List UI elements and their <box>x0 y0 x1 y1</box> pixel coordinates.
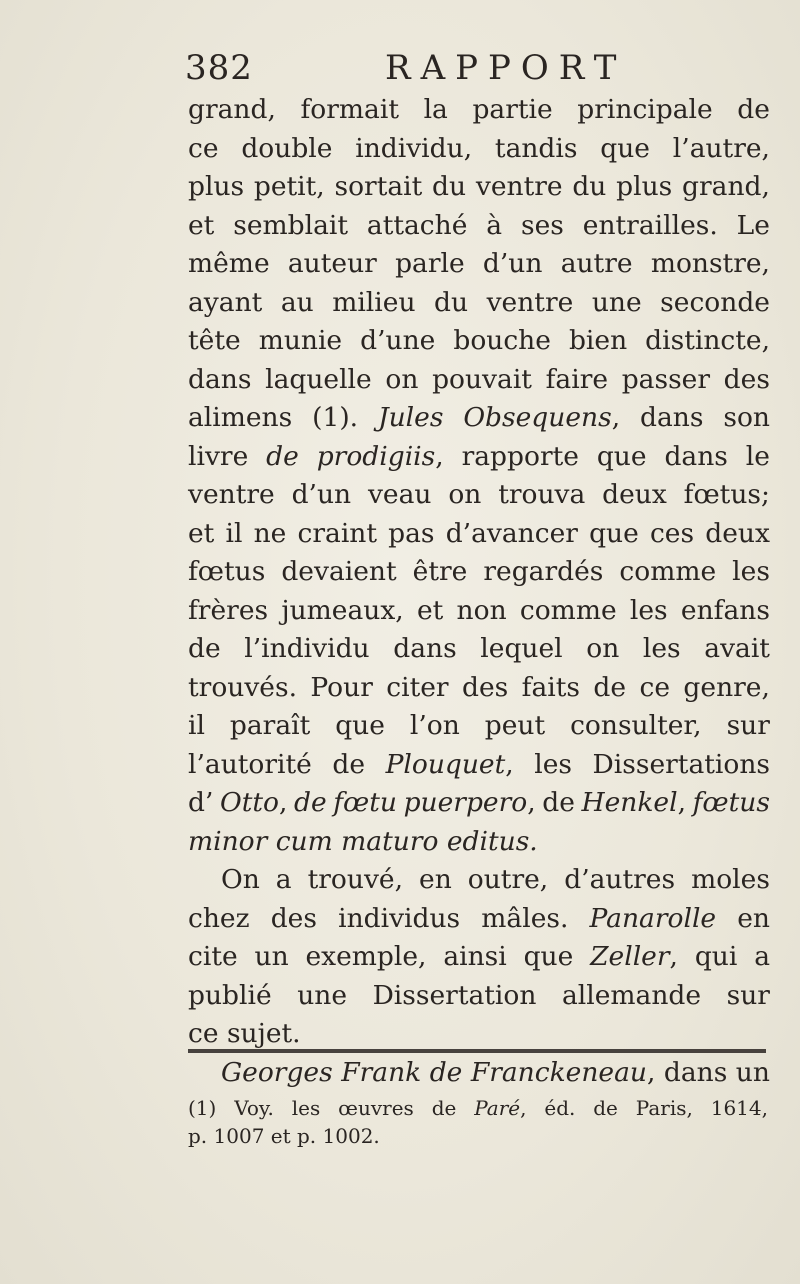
word: deux <box>602 479 667 510</box>
word: de <box>593 1096 618 1120</box>
word: les <box>732 556 770 587</box>
word: il <box>225 517 243 549</box>
word: d’un <box>482 248 543 279</box>
word: Jules <box>377 402 444 433</box>
word: d’autres <box>564 864 676 895</box>
word: tandis <box>494 132 578 164</box>
word: des <box>462 671 509 703</box>
word: petit, <box>253 171 325 202</box>
word: On <box>221 864 260 895</box>
word: la <box>423 94 448 125</box>
word: Zeller <box>590 941 670 972</box>
word: Pour <box>310 671 373 703</box>
word: ventre <box>486 286 574 318</box>
word: Panarolle <box>589 902 717 934</box>
word: ce <box>188 132 219 164</box>
word: une <box>591 286 642 318</box>
word: craint <box>297 517 378 549</box>
word: Plouquet <box>385 748 506 780</box>
word: l’autorité <box>188 748 312 780</box>
word: devaient <box>281 556 397 587</box>
word: sur <box>726 710 770 741</box>
word: de <box>429 1056 463 1088</box>
word: qui <box>694 941 738 972</box>
word: les <box>629 594 668 626</box>
word: fœtus <box>692 787 770 818</box>
word: œuvres <box>338 1096 414 1120</box>
word: au <box>280 286 314 318</box>
word: citer <box>386 671 449 703</box>
word: chez <box>188 902 250 934</box>
word: Henkel <box>581 787 678 818</box>
word-group <box>474 1094 526 1122</box>
word: fœtus <box>188 556 266 587</box>
word: on <box>448 479 482 510</box>
word: de <box>188 633 221 664</box>
word: plus <box>616 171 673 202</box>
word: que <box>523 941 574 972</box>
word: outre, <box>467 864 549 895</box>
word: ainsi <box>443 941 507 972</box>
text-line <box>188 399 770 438</box>
word: de <box>593 671 627 703</box>
word: de <box>332 748 366 780</box>
word: Voy. <box>234 1096 274 1120</box>
word: rapporte <box>461 440 579 472</box>
text-line <box>188 977 770 1016</box>
word: faits <box>521 671 581 703</box>
word: moles <box>691 864 770 895</box>
word: , <box>520 1096 527 1120</box>
word: semblait <box>233 209 349 241</box>
text-line <box>188 438 770 477</box>
word: Otto <box>219 787 279 818</box>
word-group <box>590 938 678 977</box>
text-line <box>188 515 770 554</box>
word: (1) <box>188 1096 217 1120</box>
word: comme <box>519 594 617 626</box>
word: paraît <box>229 710 311 741</box>
word: jumeaux, <box>281 594 404 626</box>
word: , <box>611 402 621 433</box>
word: les <box>291 1096 321 1120</box>
word: avait <box>704 633 770 664</box>
word: Le <box>736 209 770 241</box>
word: ventre <box>475 171 563 202</box>
word: non <box>456 594 507 626</box>
word: seconde <box>660 286 770 318</box>
footnote <box>188 1094 768 1150</box>
word: le <box>745 440 770 472</box>
text-line <box>188 245 770 284</box>
word-group <box>317 438 444 477</box>
word: du <box>572 171 607 202</box>
word: fœtus; <box>683 479 770 510</box>
word: Dissertations <box>592 748 770 780</box>
word: allemande <box>561 979 702 1011</box>
word: peut <box>484 710 546 741</box>
word: , <box>505 748 514 780</box>
word: munie <box>258 325 343 356</box>
word: tête <box>188 325 241 356</box>
word: a <box>275 864 292 895</box>
text-line <box>188 746 770 785</box>
word: dans <box>664 440 728 472</box>
word: puerpero <box>403 787 528 818</box>
word: , <box>278 787 288 818</box>
word: , <box>527 787 536 818</box>
word: partie <box>472 94 553 125</box>
word: d’une <box>360 325 436 356</box>
text-line <box>188 1015 770 1054</box>
word: ayant <box>188 286 263 318</box>
word: de <box>542 787 575 818</box>
word: une <box>297 979 348 1011</box>
page-number: 382 <box>185 48 253 88</box>
word: il <box>188 710 205 741</box>
word: des <box>723 363 770 395</box>
word: attaché <box>366 209 468 241</box>
word: trouvé, <box>307 864 404 895</box>
word: livre <box>188 440 249 472</box>
word: entrailles. <box>582 209 718 241</box>
word: , <box>646 1056 656 1088</box>
word: exemple, <box>305 941 427 972</box>
word: (1). <box>312 402 359 433</box>
word: bouche <box>453 325 551 356</box>
text-line <box>188 784 770 823</box>
word-group <box>582 784 687 823</box>
word: un <box>735 1056 770 1088</box>
text-line <box>188 476 770 515</box>
word: ventre <box>188 479 275 510</box>
text-line <box>188 630 770 669</box>
word: regardés <box>483 556 604 587</box>
word: veau <box>367 479 432 510</box>
word: individu, <box>355 132 473 164</box>
word: dans <box>188 363 252 395</box>
word: même <box>188 248 270 279</box>
word: dans <box>393 633 457 664</box>
word: Paris, <box>635 1096 693 1120</box>
word: et <box>188 209 215 241</box>
word: laquelle <box>265 363 372 395</box>
word: publié <box>188 979 272 1011</box>
word: parle <box>395 248 465 279</box>
word: passer <box>621 363 711 395</box>
word: l’autre, <box>672 132 770 164</box>
word: que <box>600 132 650 164</box>
word: l’on <box>409 710 460 741</box>
word: de <box>294 787 327 818</box>
word: milieu <box>332 286 416 318</box>
word: sortait <box>334 171 423 202</box>
word: grand, <box>682 171 770 202</box>
word: et <box>416 594 444 626</box>
text-line <box>188 1054 770 1093</box>
word: , <box>677 787 687 818</box>
word: lequel <box>480 633 563 664</box>
word: distincte, <box>645 325 770 356</box>
word: individus <box>338 902 461 934</box>
word: sur <box>726 979 770 1011</box>
word: plus <box>188 171 245 202</box>
word: d’avancer <box>445 517 578 549</box>
text-line <box>188 938 770 977</box>
text-segment: ce sujet. <box>188 1018 301 1049</box>
word: de <box>431 1096 457 1120</box>
word: Obsequens <box>463 402 612 433</box>
word-group <box>463 399 620 438</box>
word: d’ <box>188 787 214 818</box>
word: dans <box>663 1056 728 1088</box>
word: en <box>737 902 770 934</box>
word: un <box>254 941 289 972</box>
word: alimens <box>188 402 293 433</box>
word: Franckeneau <box>470 1056 647 1088</box>
word: pas <box>388 517 435 549</box>
word: que <box>335 710 385 741</box>
word: que <box>596 440 647 472</box>
word: Georges <box>221 1056 333 1088</box>
word: bien <box>568 325 628 356</box>
text-segment: p. 1007 et p. 1002. <box>188 1124 380 1148</box>
text-line <box>188 592 770 631</box>
italic-segment: minor cum maturo editus. <box>188 825 538 857</box>
word: formait <box>300 94 399 125</box>
body-text <box>188 91 770 1092</box>
word: ne <box>253 517 287 549</box>
word: que <box>589 517 639 549</box>
word: , <box>435 440 444 472</box>
word: trouvés. <box>188 671 298 703</box>
footnote-line <box>188 1122 768 1150</box>
word: cite <box>188 941 238 972</box>
text-line <box>188 130 770 169</box>
word: mâles. <box>481 902 569 934</box>
word: ce <box>639 671 671 703</box>
word: du <box>434 286 469 318</box>
word: du <box>432 171 467 202</box>
word: principale <box>577 94 713 125</box>
word: les <box>534 748 572 780</box>
word: a <box>754 941 770 972</box>
word: deux <box>705 517 770 549</box>
text-line <box>188 900 770 939</box>
text-line <box>188 168 770 207</box>
text-line <box>188 823 770 862</box>
word: des <box>270 902 317 934</box>
text-line <box>188 553 770 592</box>
text-line <box>188 669 770 708</box>
text-line <box>188 361 770 400</box>
word: ces <box>649 517 695 549</box>
word: les <box>642 633 681 664</box>
text-line <box>188 91 770 130</box>
word: faire <box>545 363 609 395</box>
word: auteur <box>287 248 377 279</box>
word: fœtu <box>333 787 397 818</box>
word: pouvait <box>432 363 532 395</box>
footnote-separator-rule <box>188 1049 766 1053</box>
page-header <box>185 46 770 96</box>
word: enfans <box>680 594 770 626</box>
text-line <box>188 284 770 323</box>
word: à <box>486 209 503 241</box>
word: double <box>241 132 333 164</box>
word: consulter, <box>570 710 702 741</box>
word: on <box>586 633 620 664</box>
word: l’individu <box>244 633 370 664</box>
word: grand, <box>188 94 276 125</box>
word: d’un <box>291 479 352 510</box>
word: de <box>266 440 299 472</box>
word: être <box>412 556 468 587</box>
word: monstre, <box>650 248 770 279</box>
word: autre <box>560 248 633 279</box>
word: en <box>419 864 452 895</box>
text-line <box>188 861 770 900</box>
word: et <box>188 517 215 549</box>
word: Frank <box>341 1056 422 1088</box>
word: comme <box>619 556 717 587</box>
word: son <box>723 402 770 433</box>
word: ses <box>521 209 564 241</box>
word: dans <box>640 402 704 433</box>
word-group <box>386 746 514 785</box>
word: on <box>385 363 419 395</box>
text-line <box>188 322 770 361</box>
running-title: RAPPORT <box>385 48 627 88</box>
word: prodigiis <box>316 440 436 472</box>
word: , <box>669 941 678 972</box>
text-line <box>188 207 770 246</box>
word: Paré <box>474 1096 521 1120</box>
word: 1614, <box>710 1096 768 1120</box>
word: Dissertation <box>372 979 537 1011</box>
text-line <box>188 707 770 746</box>
word: frères <box>188 594 269 626</box>
word: genre, <box>683 671 770 703</box>
word: éd. <box>544 1096 576 1120</box>
word-group <box>471 1054 656 1093</box>
word-group <box>404 784 536 823</box>
word: trouva <box>498 479 586 510</box>
footnote-line <box>188 1094 768 1122</box>
word: de <box>737 94 770 125</box>
word-group <box>220 784 287 823</box>
